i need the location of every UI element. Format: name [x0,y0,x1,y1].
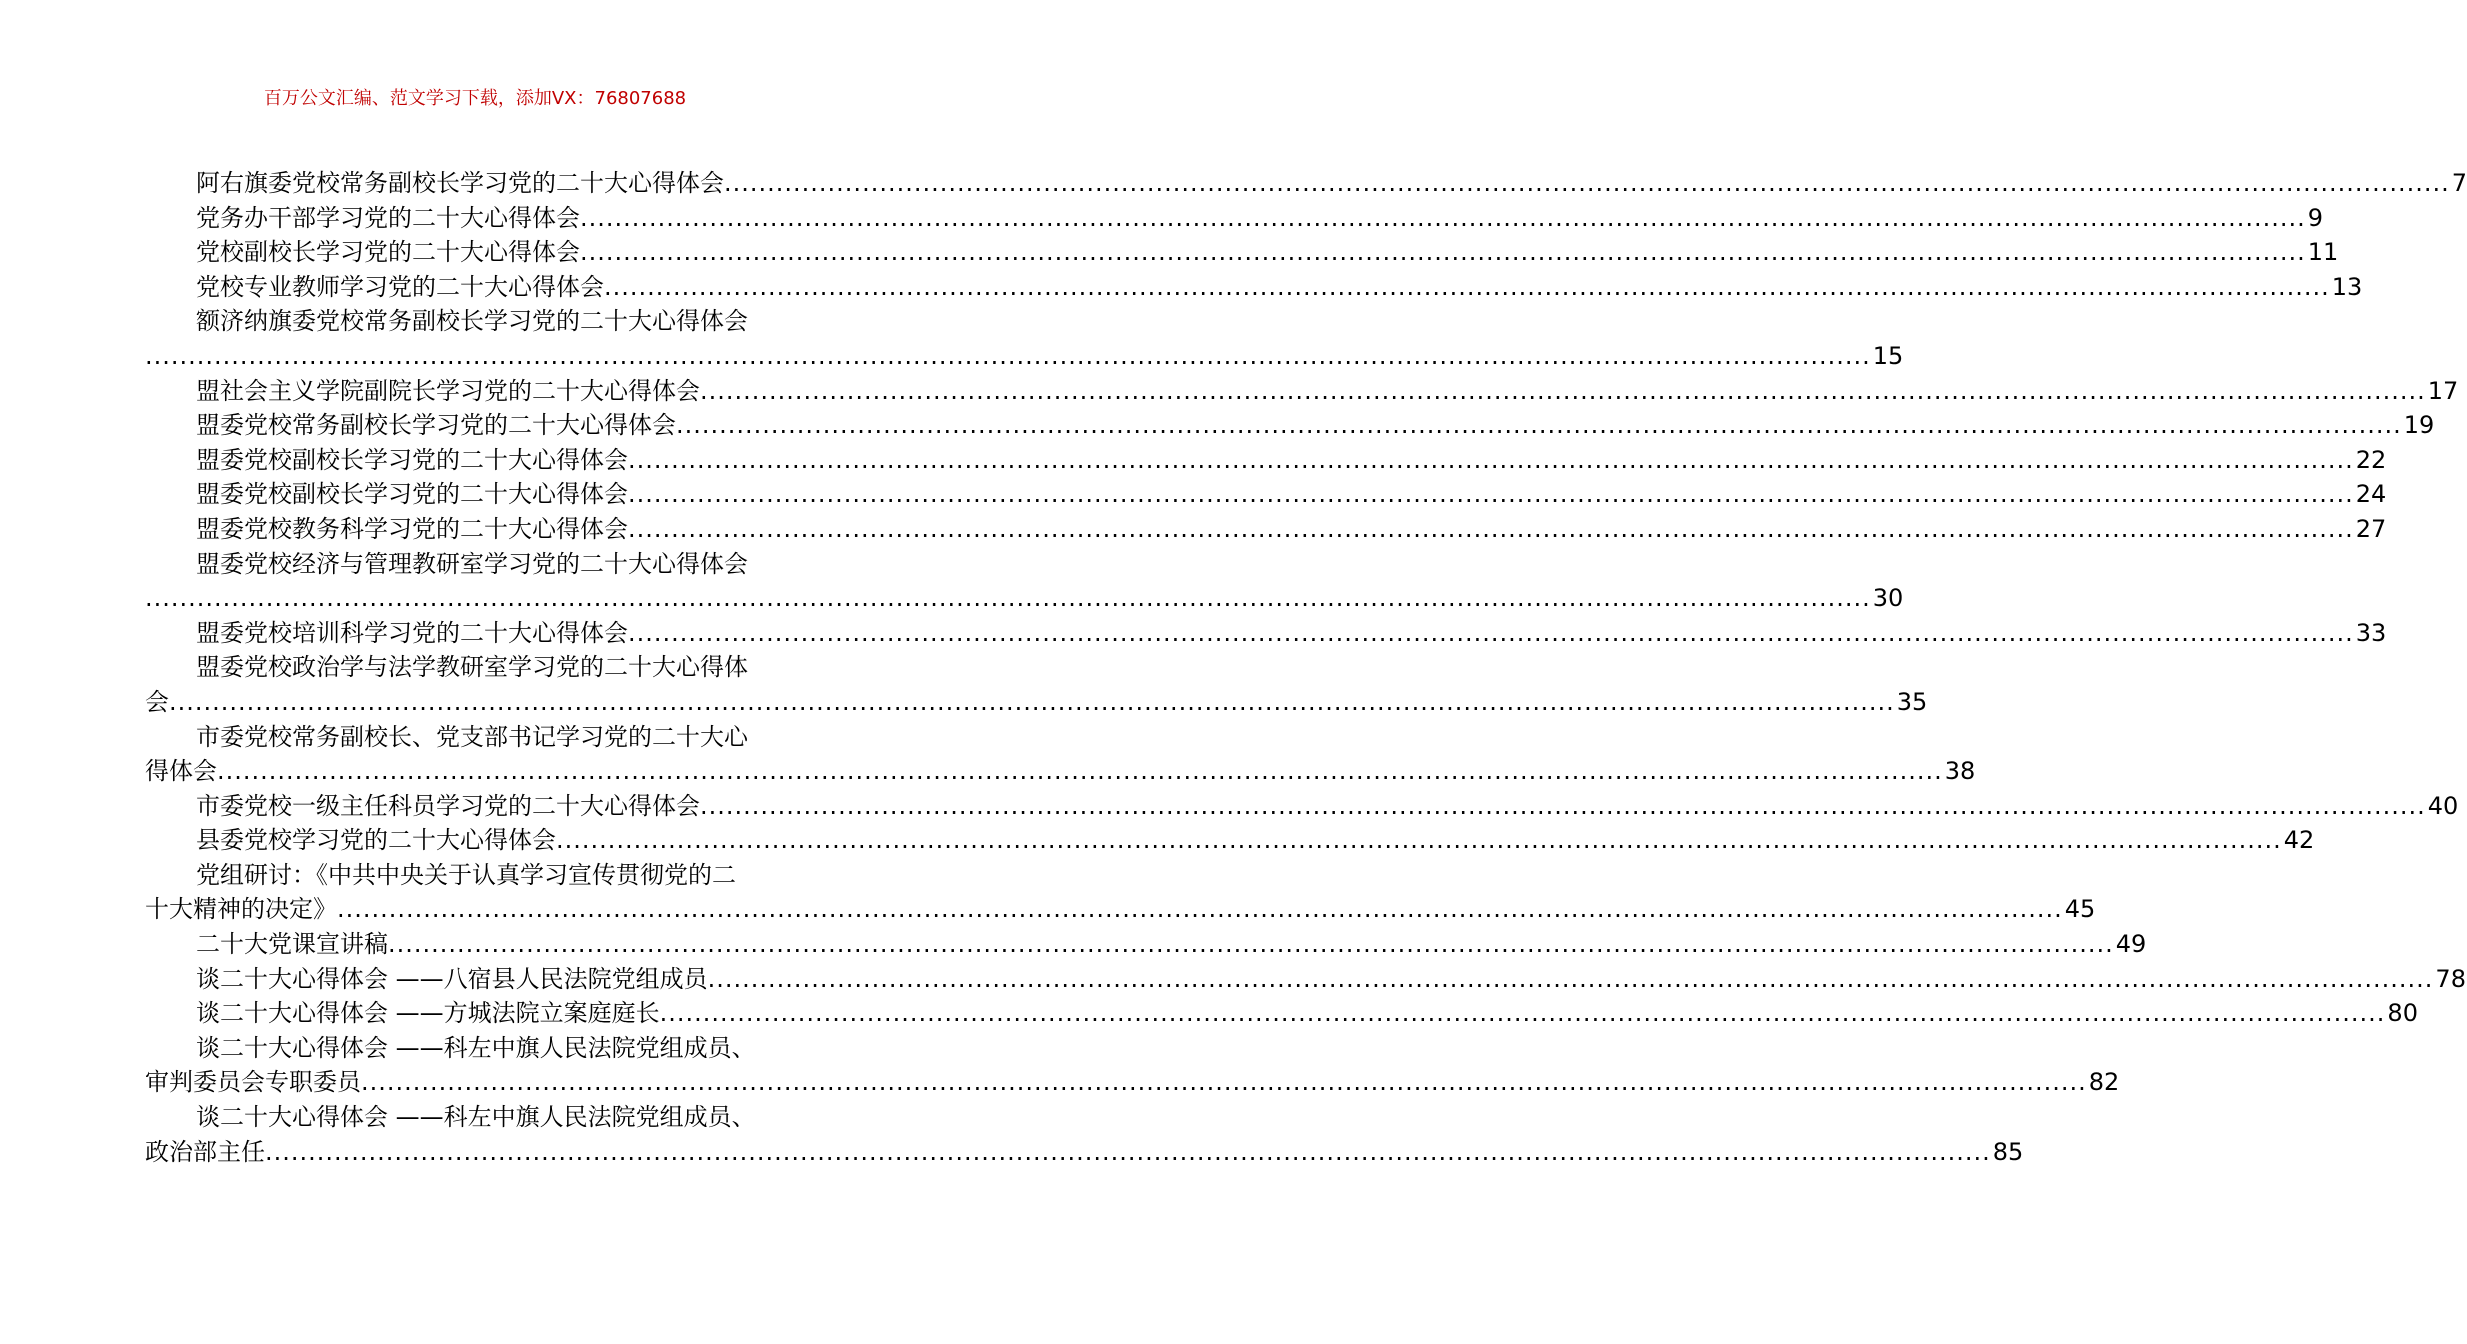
toc-entry-title: 盟委党校培训科学习党的二十大心得体会 [196,618,628,647]
toc-entry[interactable] [145,304,1904,373]
toc-leader-dots: ........................................................................................................................................................................................................ [628,618,2354,647]
toc-entry-title: 二十大党课宣讲稿 [196,930,388,959]
toc-leader-dots: ........................................................................................................................................................................................................ [556,826,2282,855]
toc-entry[interactable] [145,789,2459,824]
toc-entry-title: 会 [145,687,169,716]
toc-entry[interactable] [145,235,2339,270]
toc-page-number: 19 [2403,411,2435,440]
toc-entry[interactable] [145,201,2324,236]
toc-entry-title: 阿右旗委党校常务副校长学习党的二十大心得体会 [196,169,724,197]
toc-page-number: 85 [1992,1137,2024,1166]
toc-page-number: 13 [2331,272,2363,301]
toc-page-number: 27 [2355,514,2387,543]
toc-entry-title: 盟委党校副校长学习党的二十大心得体会 [196,480,628,509]
toc-entry[interactable] [145,650,1928,719]
toc-entry-title-line: 额济纳旗委党校常务副校长学习党的二十大心得体会 [196,307,748,336]
toc-entry[interactable] [145,270,2363,305]
toc-page-number: 45 [2064,895,2096,924]
toc-leader-dots: ........................................................................................................................................................................................................ [217,757,1943,786]
toc-page-number: 24 [2355,480,2387,509]
toc-entry[interactable] [145,927,2147,962]
toc-leader-dots: ........................................................................................................................................................................................................ [145,584,1871,613]
toc-entry-title: 市委党校一级主任科员学习党的二十大心得体会 [196,791,700,820]
toc-entry[interactable] [145,616,2387,651]
toc-leader-dots: ........................................................................................................................................................................................................ [628,480,2354,509]
toc-leader-dots: ........................................................................................................................................................................................................ [700,376,2426,405]
toc-leader-dots: ........................................................................................................................................................................................................ [265,1137,1991,1166]
toc-entry[interactable] [145,996,2418,1031]
toc-entry-title-line: 谈二十大心得体会 ——科左中旗人民法院党组成员、 [196,1033,756,1062]
toc-page-number: 33 [2355,618,2387,647]
toc-page-number: 49 [2115,930,2147,959]
toc-entry-title: 党校副校长学习党的二十大心得体会 [196,238,580,267]
toc-entry-title: 党校专业教师学习党的二十大心得体会 [196,272,604,301]
toc-entry-title: 盟社会主义学院副院长学习党的二十大心得体会 [196,376,700,405]
toc-leader-dots: ........................................................................................................................................................................................................ [724,169,2450,197]
toc-entry[interactable] [145,720,1976,789]
toc-entry-title: 十大精神的决定》 [145,895,337,924]
toc-page-number: 80 [2387,999,2418,1028]
toc-leader-dots: ........................................................................................................................................................................................................ [628,514,2354,543]
toc-entry-title: 盟委党校教务科学习党的二十大心得体会 [196,514,628,543]
toc-leader-dots: ........................................................................................................................................................................................................ [388,930,2114,959]
toc-page-number: 38 [1944,757,1976,786]
toc-entry-title: 县委党校学习党的二十大心得体会 [196,826,556,855]
toc-entry[interactable] [145,443,2387,478]
toc-leader-dots: ........................................................................................................................................................................................................ [337,895,2063,924]
toc-leader-dots: ........................................................................................................................................................................................................ [659,999,2386,1028]
toc-page-number: 82 [2088,1068,2120,1097]
toc-entry[interactable] [145,408,2435,443]
toc-entry[interactable] [145,477,2387,512]
toc-entry-title: 政治部主任 [145,1137,265,1166]
toc-leader-dots: ........................................................................................................................................................................................................ [169,687,1895,716]
toc-leader-dots: ........................................................................................................................................................................................................ [145,341,1871,370]
toc-leader-dots: ........................................................................................................................................................................................................ [580,238,2306,267]
toc-leader-dots: ........................................................................................................................................................................................................ [628,445,2354,474]
toc-page-number: 30 [1872,584,1904,613]
toc-entry-title-line: 市委党校常务副校长、党支部书记学习党的二十大心 [196,722,748,751]
toc-page-number: 22 [2355,445,2387,474]
toc-entry-title: 盟委党校副校长学习党的二十大心得体会 [196,445,628,474]
toc-entry-title: 盟委党校常务副校长学习党的二十大心得体会 [196,411,676,440]
toc-leader-dots: ........................................................................................................................................................................................................ [700,791,2426,820]
toc-page-number: 17 [2427,376,2459,405]
toc-entry-title: 得体会 [145,757,217,786]
toc-leader-dots: ........................................................................................................................................................................................................ [676,411,2402,440]
toc-entry[interactable] [145,1031,2120,1100]
toc-page-number: 35 [1896,687,1928,716]
toc-page-number: 7 [2451,169,2467,197]
toc-entry-title-line: 盟委党校经济与管理教研室学习党的二十大心得体会 [196,549,748,578]
toc-entry[interactable] [145,858,2096,927]
toc-entry-title-line: 党组研讨：《中共中央关于认真学习宣传贯彻党的二 [196,860,736,889]
toc-leader-dots: ........................................................................................................................................................................................................ [580,203,2306,232]
toc-entry-title: 党务办干部学习党的二十大心得体会 [196,203,580,232]
toc-page-number: 11 [2307,238,2339,267]
toc-page-number: 15 [1872,341,1904,370]
toc-entry-title: 审判委员会专职委员 [145,1068,361,1097]
toc-page-number: 9 [2307,203,2324,232]
table-of-contents [145,166,2467,1169]
toc-page-number: 42 [2283,826,2315,855]
toc-entry[interactable] [145,166,2467,201]
toc-entry-title: 谈二十大心得体会 ——八宿县人民法院党组成员 [196,964,708,993]
header-banner: 百万公文汇编、范文学习下载，添加VX：76807688 [263,88,687,109]
toc-entry-title-line: 盟委党校政治学与法学教研室学习党的二十大心得体 [196,653,748,682]
toc-leader-dots: ........................................................................................................................................................................................................ [361,1068,2087,1097]
toc-entry[interactable] [145,374,2459,409]
toc-entry[interactable] [145,547,1904,616]
toc-entry[interactable] [145,1100,2024,1169]
toc-entry-title-line: 谈二十大心得体会 ——科左中旗人民法院党组成员、 [196,1103,756,1132]
toc-leader-dots: ........................................................................................................................................................................................................ [604,272,2330,301]
toc-entry[interactable] [145,823,2315,858]
toc-leader-dots: ........................................................................................................................................................................................................ [707,964,2434,993]
toc-entry[interactable] [145,512,2387,547]
toc-entry-title: 谈二十大心得体会 ——方城法院立案庭庭长 [196,999,660,1028]
toc-page-number: 40 [2427,791,2459,820]
toc-entry[interactable] [145,962,2466,997]
toc-page-number: 78 [2435,964,2466,993]
